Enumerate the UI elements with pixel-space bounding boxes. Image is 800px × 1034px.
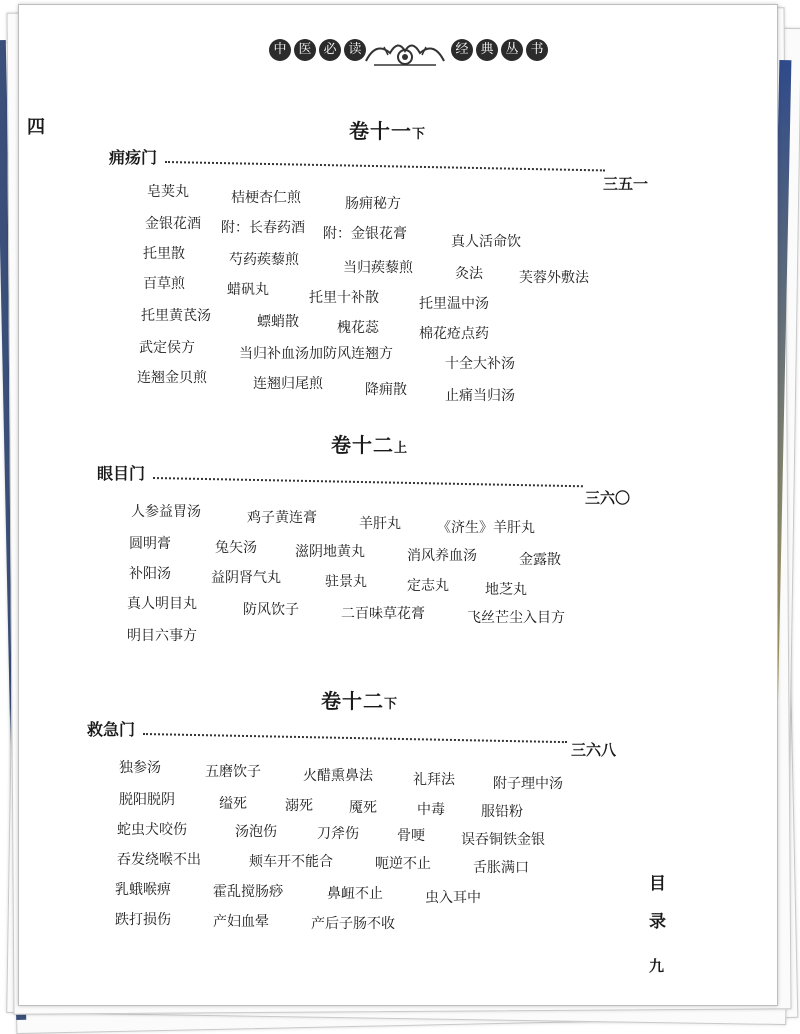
list-item: 《济生》羊肝丸: [437, 520, 535, 536]
volume-heading: [321, 685, 398, 714]
list-item: 益阴肾气丸: [211, 570, 281, 586]
list-item: 产妇血晕: [213, 914, 269, 930]
header-char: 经: [451, 39, 473, 61]
list-item: 桔梗杏仁煎: [231, 190, 301, 206]
header-char: 书: [526, 39, 548, 61]
document-page: [18, 4, 778, 1006]
list-item: 定志丸: [407, 578, 449, 594]
list-item: 螵蛸散: [257, 314, 299, 330]
section-name: 救急门: [87, 720, 136, 739]
section-page-number: 三六〇: [585, 489, 631, 507]
list-item: 托里散: [143, 246, 185, 262]
list-item: 芙蓉外敷法: [519, 270, 589, 286]
list-item: 托里黄芪汤: [141, 308, 211, 324]
list-item: 明目六事方: [127, 628, 197, 644]
volume-suffix: 下: [412, 127, 427, 142]
list-item: 礼拜法: [413, 772, 455, 788]
list-item: 鸡子黄连膏: [247, 510, 317, 526]
volume-heading: [331, 429, 408, 458]
leader-dots: [143, 733, 567, 743]
leader-dots: [165, 161, 605, 171]
list-item: 溺死: [285, 798, 313, 814]
volume-suffix: 上: [394, 441, 409, 456]
contents-label-mu: 目: [649, 874, 666, 894]
header-char: 读: [344, 39, 366, 61]
list-item: 百草煎: [143, 276, 185, 292]
list-item: 当归补血汤加防风连翘方: [239, 346, 393, 362]
list-item: 魇死: [349, 800, 377, 816]
header-char: 典: [476, 39, 498, 61]
list-item: 飞丝芒尘入目方: [467, 610, 565, 626]
list-item: 吞发绕喉不出: [117, 852, 201, 868]
list-item: 肠痈秘方: [345, 196, 401, 212]
list-item: 连翘金贝煎: [137, 370, 207, 386]
list-item: 真人明目丸: [127, 596, 197, 612]
header-char: 丛: [501, 39, 523, 61]
volume-suffix: 下: [384, 697, 399, 712]
side-page-number: 四: [27, 117, 45, 138]
list-item: 真人活命饮: [451, 234, 521, 250]
contents-label-lu: 录: [649, 912, 666, 932]
list-item: 武定侯方: [139, 340, 195, 356]
list-item: 骨哽: [397, 828, 425, 844]
list-item: 十全大补汤: [445, 356, 515, 372]
list-item: 降痈散: [365, 382, 407, 398]
list-item: 产后子肠不收: [311, 916, 395, 932]
list-item: 羊肝丸: [359, 516, 401, 532]
list-item: 止痛当归汤: [445, 388, 515, 404]
list-item: 虫入耳中: [425, 890, 481, 906]
list-item: 缢死: [219, 796, 247, 812]
list-item: 呃逆不止: [375, 856, 431, 872]
list-item: 圆明膏: [129, 536, 171, 552]
list-item: 消风养血汤: [407, 548, 477, 564]
list-item: 火醋熏鼻法: [303, 768, 373, 784]
header-char: 必: [319, 39, 341, 61]
list-item: 乳蛾喉痹: [115, 882, 171, 898]
volume-heading: [349, 115, 426, 144]
list-item: 托里温中汤: [419, 296, 489, 312]
list-item: 中毒: [417, 802, 445, 818]
header-char: 医: [294, 39, 316, 61]
list-item: 槐花蕊: [337, 320, 379, 336]
list-item: 滋阴地黄丸: [295, 544, 365, 560]
list-item: 兔矢汤: [215, 540, 257, 556]
section-page-number: 三五一: [603, 175, 649, 193]
list-item: 补阳汤: [129, 566, 171, 582]
list-item: 服铅粉: [481, 804, 523, 820]
list-item: 误吞铜铁金银: [461, 832, 545, 848]
list-item: 鼻衄不止: [327, 886, 383, 902]
volume-title: 卷十一: [349, 119, 412, 143]
list-item: 人参益胃汤: [131, 504, 201, 520]
list-item: 连翘归尾煎: [253, 376, 323, 392]
list-item: 金露散: [519, 552, 561, 568]
list-item: 霍乱搅肠痧: [213, 884, 283, 900]
list-item: 附子理中汤: [493, 776, 563, 792]
list-item: 五磨饮子: [205, 764, 261, 780]
list-item: 灸法: [455, 266, 483, 282]
list-item: 蜡矾丸: [227, 282, 269, 298]
list-item: 防风饮子: [243, 602, 299, 618]
series-title-left: [269, 39, 366, 61]
page-number: 九: [649, 957, 665, 975]
series-title-right: [451, 39, 548, 61]
section-page-number: 三六八: [571, 741, 617, 759]
section-name: 眼目门: [97, 464, 146, 483]
list-item: 皂荚丸: [147, 184, 189, 200]
list-item: 棉花疮点药: [419, 326, 489, 342]
list-item: 跌打损伤: [115, 912, 171, 928]
page-header: [19, 35, 777, 75]
list-item: 蛇虫犬咬伤: [117, 822, 187, 838]
list-item: 舌胀满口: [473, 860, 529, 876]
list-item: 金银花酒: [145, 216, 201, 232]
list-item: 脱阳脱阴: [119, 792, 175, 808]
list-item: 汤泡伤: [235, 824, 277, 840]
list-item: 地芝丸: [485, 582, 527, 598]
list-item: 当归蒺藜煎: [343, 260, 413, 276]
list-item: 芍药蒺藜煎: [229, 252, 299, 268]
list-item: 驻景丸: [325, 574, 367, 590]
volume-title: 卷十二: [321, 689, 384, 713]
list-item: 颊车开不能合: [249, 854, 333, 870]
volume-title: 卷十二: [331, 433, 394, 457]
list-item: 刀斧伤: [317, 826, 359, 842]
list-item: 附：长春药酒: [221, 220, 305, 236]
list-item: 二百味草花膏: [341, 606, 425, 622]
decorative-emblem-icon: [364, 35, 446, 69]
list-item: 独参汤: [119, 760, 161, 776]
header-char: 中: [269, 39, 291, 61]
leader-dots: [153, 477, 583, 487]
section-name: 痈疡门: [109, 148, 158, 167]
list-item: 托里十补散: [309, 290, 379, 306]
list-item: 附：金银花膏: [323, 226, 407, 242]
